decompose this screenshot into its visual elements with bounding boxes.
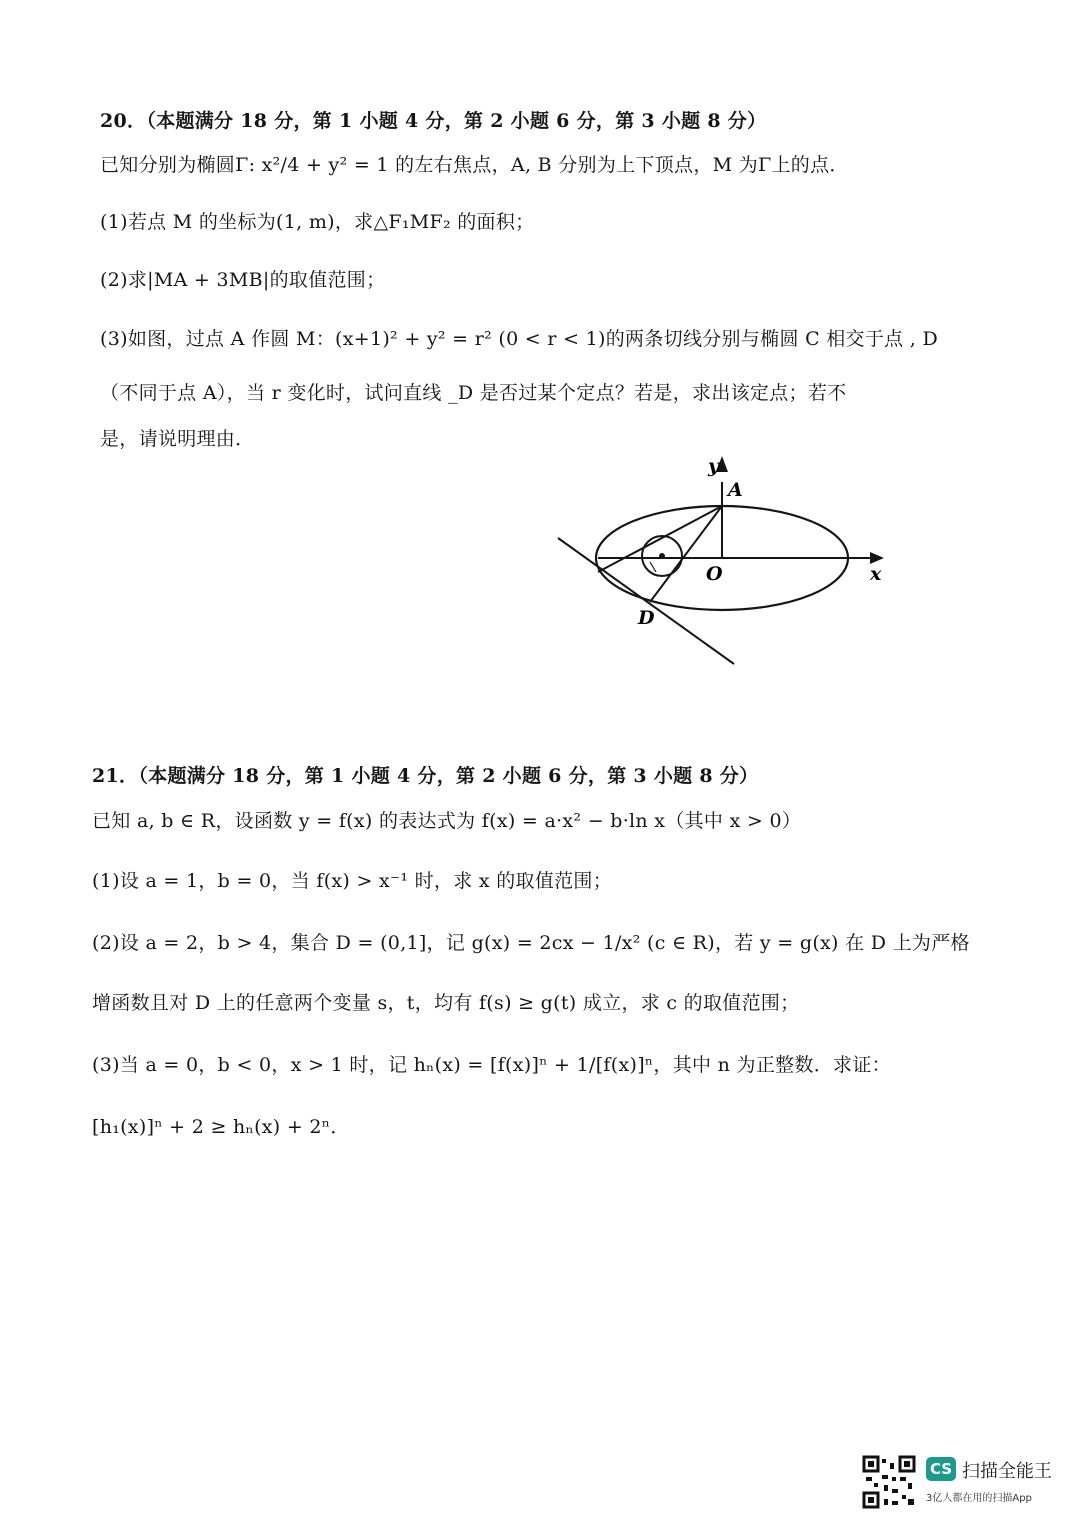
q20-header: 20．（本题满分 18 分，第 1 小题 4 分，第 2 小题 6 分，第 3 小题 8 分） xyxy=(100,110,767,132)
camscanner-logo: CS xyxy=(926,1457,956,1481)
label-y: y xyxy=(708,455,720,477)
tangent-line-1 xyxy=(558,538,734,664)
label-d: D xyxy=(638,607,655,629)
ellipse-figure xyxy=(550,452,890,667)
radius-mark xyxy=(650,562,656,572)
brand-tagline: 3亿人都在用的扫描App xyxy=(926,1493,1032,1504)
circle-center xyxy=(659,553,665,559)
q21-intro: 已知 a, b ∈ R，设函数 y = f(x) 的表达式为 f(x) = a·x² − b·ln x（其中 x > 0） xyxy=(92,810,802,832)
label-o: O xyxy=(706,563,723,585)
q21-part3-line2: [h₁(x)]ⁿ + 2 ≥ hₙ(x) + 2ⁿ． xyxy=(92,1116,350,1138)
q20-part3-line1: (3)如图，过点 A 作圆 M：(x+1)² + y² = r² (0 < r < 1)的两条切线分别与椭圆 C 相交于点 , D xyxy=(100,328,939,350)
q21-part3-line1: (3)当 a = 0，b < 0，x > 1 时，记 hₙ(x) = [f(x)]ⁿ + 1/[f(x)]ⁿ，其中 n 为正整数．求证： xyxy=(92,1054,891,1076)
label-a: A xyxy=(728,479,743,501)
qr-code-icon xyxy=(862,1455,916,1509)
q20-part1: (1)若点 M 的坐标为(1, m)，求△F₁MF₂ 的面积； xyxy=(100,211,535,233)
q20-part3-line3: 是，请说明理由． xyxy=(100,428,255,450)
brand-name: 扫描全能王 xyxy=(962,1461,1052,1482)
q20-intro: 已知分别为椭圆Γ: x²/4 + y² = 1 的左右焦点，A, B 分别为上下顶点，M 为Γ上的点． xyxy=(100,154,849,176)
q21-header: 21．（本题满分 18 分，第 1 小题 4 分，第 2 小题 6 分，第 3 小题 8 分） xyxy=(92,765,759,787)
q21-part2-line1: (2)设 a = 2，b > 4，集合 D = (0,1]，记 g(x) = 2cx − 1/x² (c ∈ R)，若 y = g(x) 在 D 上为严格 xyxy=(92,932,970,954)
chord-a-left xyxy=(598,506,722,572)
label-x: x xyxy=(870,563,882,585)
scanner-watermark xyxy=(862,1455,1062,1511)
q20-part3-line2: （不同于点 A），当 r 变化时，试问直线 _D 是否过某个定点？若是，求出该定点；若不 xyxy=(100,382,847,404)
q21-part1: (1)设 a = 1，b = 0，当 f(x) > x⁻¹ 时，求 x 的取值范围； xyxy=(92,870,613,892)
q20-part2: (2)求|MA + 3MB|的取值范围； xyxy=(100,269,386,291)
q21-part2-line2: 增函数且对 D 上的任意两个变量 s，t，均有 f(s) ≥ g(t) 成立，求 c 的取值范围； xyxy=(92,992,800,1014)
